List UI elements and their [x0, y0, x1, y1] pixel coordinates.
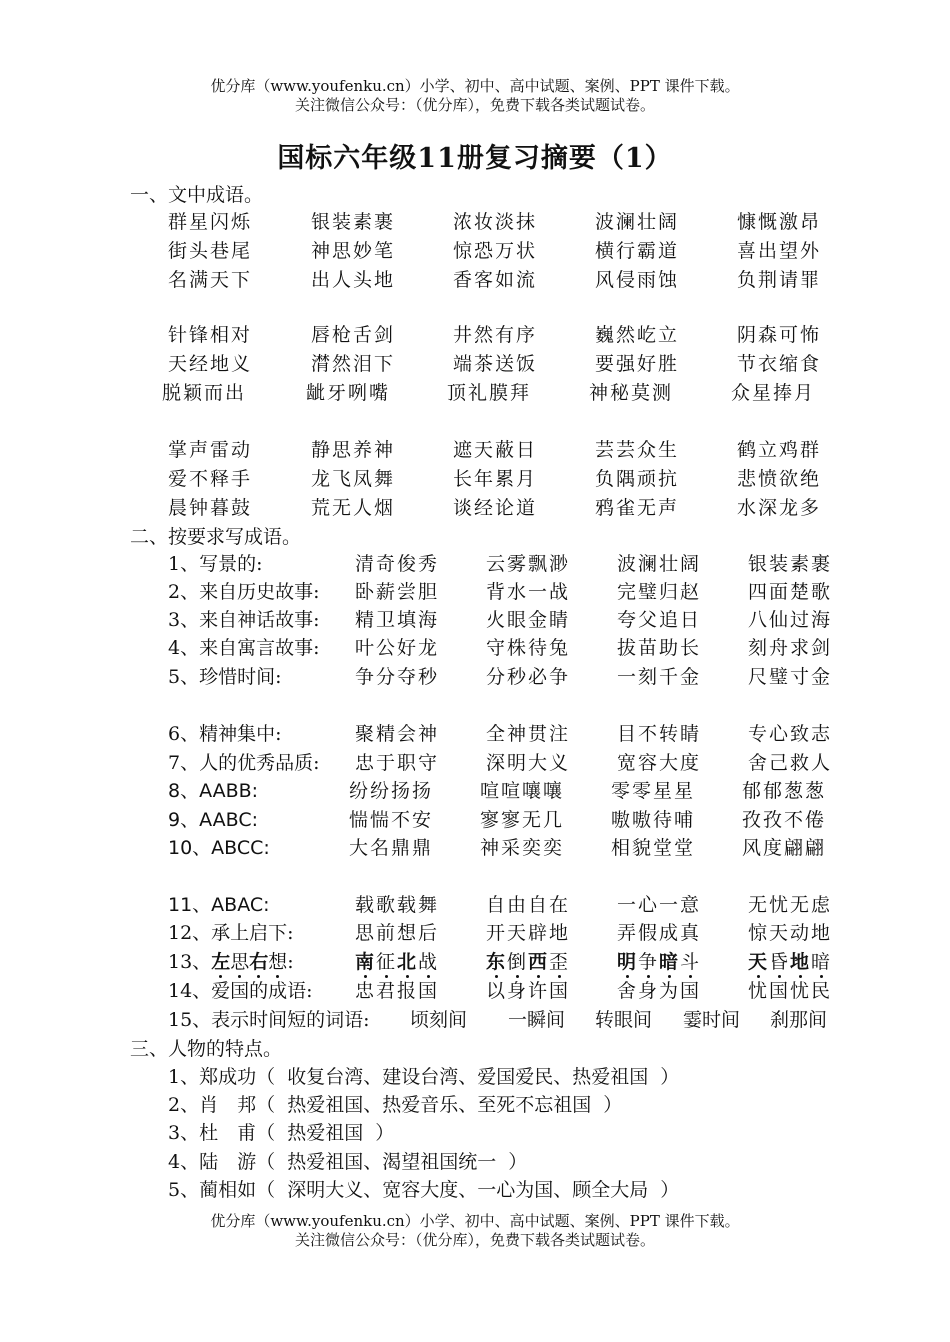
idiom-cell: 负隅顽抗 [595, 468, 680, 490]
category-row [0, 806, 950, 834]
idiom-cell: 深明大义 [486, 752, 571, 774]
idiom-cell: 顶礼膜拜 [447, 382, 532, 404]
idiom-cell: 龇牙咧嘴 [306, 382, 391, 404]
idiom-cell: 谈经论道 [453, 497, 538, 519]
idiom-cell: 尺璧寸金 [748, 666, 833, 688]
idiom-row [0, 208, 950, 236]
category-row [0, 948, 950, 976]
category-row [0, 634, 950, 662]
idiom-row [0, 350, 950, 378]
category-label: 9、AABC: [168, 809, 258, 831]
idiom-cell: 水深龙多 [737, 497, 822, 519]
idiom-row [0, 436, 950, 464]
person-close: ） [660, 1179, 680, 1201]
idiom-cell: 掌声雷动 [168, 439, 253, 461]
idiom-cell: 脱颖而出 [162, 382, 247, 404]
person-traits: 热爱祖国、渴望祖国统一 [287, 1151, 497, 1173]
person-close: ） [375, 1122, 395, 1144]
category-row [0, 663, 950, 691]
idiom-cell: 以身许国 [486, 980, 571, 1002]
category-row [0, 550, 950, 578]
idiom-cell: 香客如流 [453, 269, 538, 291]
person-row [0, 1063, 950, 1091]
category-row [0, 891, 950, 919]
idiom-cell: 云雾飘渺 [486, 553, 571, 575]
idiom-cell: 要强好胜 [595, 353, 680, 375]
category-row [0, 606, 950, 634]
idiom-cell: 忧国忧民 [748, 980, 833, 1002]
person-close: ） [508, 1151, 528, 1173]
idiom-cell: 载歌载舞 [355, 894, 440, 916]
idiom-cell: 拔苗助长 [617, 637, 702, 659]
idiom-cell: 银装素裹 [311, 211, 396, 233]
idiom-cell: 思前想后 [355, 922, 440, 944]
item-15-word: 霎时间 [683, 1009, 741, 1031]
idiom-cell: 晨钟暮鼓 [168, 497, 253, 519]
idiom-cell: 弄假成真 [617, 922, 702, 944]
section-2-item-15 [0, 1006, 950, 1034]
item-15-word: 转眼间 [595, 1009, 653, 1031]
item-15-word: 顷刻间 [410, 1009, 468, 1031]
category-label: 7、人的优秀品质: [168, 752, 320, 774]
person-row [0, 1148, 950, 1176]
section-3-heading: 三、人物的特点。 [130, 1038, 283, 1060]
person-label: 1、郑成功（ [168, 1066, 276, 1088]
idiom-cell: 纷纷扬扬 [349, 780, 434, 802]
idiom-cell: 忠于职守 [355, 752, 440, 774]
idiom-cell: 寥寥无几 [480, 809, 565, 831]
idiom-cell: 爱不释手 [168, 468, 253, 490]
idiom-cell: 明争暗斗 [617, 948, 701, 976]
idiom-cell: 名满天下 [168, 269, 253, 291]
idiom-cell: 长年累月 [453, 468, 538, 490]
idiom-cell: 天经地义 [168, 353, 253, 375]
idiom-cell: 火眼金睛 [486, 609, 571, 631]
idiom-row [0, 494, 950, 522]
idiom-cell: 悲愤欲绝 [737, 468, 822, 490]
item-15-label: 15、表示时间短的词语: [168, 1009, 370, 1031]
idiom-cell: 一心一意 [617, 894, 702, 916]
category-label: 10、ABCC: [168, 837, 270, 859]
idiom-cell: 鸦雀无声 [595, 497, 680, 519]
person-label: 2、肖 邦（ [168, 1094, 276, 1116]
idiom-cell: 叶公好龙 [355, 637, 440, 659]
idiom-cell: 舍己救人 [748, 752, 833, 774]
idiom-cell: 大名鼎鼎 [349, 837, 434, 859]
idiom-cell: 静思养神 [311, 439, 396, 461]
person-trait-line [168, 1119, 394, 1147]
idiom-cell: 背水一战 [486, 581, 571, 603]
idiom-cell: 荒无人烟 [311, 497, 396, 519]
idiom-cell: 神思妙笔 [311, 240, 396, 262]
idiom-cell: 零零星星 [611, 780, 696, 802]
item-15-word: 刹那间 [770, 1009, 828, 1031]
idiom-cell: 潸然泪下 [311, 353, 396, 375]
person-close: ） [603, 1094, 623, 1116]
idiom-cell: 龙飞凤舞 [311, 468, 396, 490]
idiom-cell: 浓妆淡抹 [453, 211, 538, 233]
idiom-cell: 南征北战 [355, 948, 439, 976]
idiom-cell: 芸芸众生 [595, 439, 680, 461]
person-label: 3、杜 甫（ [168, 1122, 276, 1144]
header-line-2: 关注微信公众号：（优分库），免费下载各类试题试卷。 [294, 96, 655, 114]
idiom-cell: 鹤立鸡群 [737, 439, 822, 461]
idiom-cell: 相貌堂堂 [611, 837, 696, 859]
idiom-row [0, 465, 950, 493]
idiom-cell: 舍身为国 [617, 980, 702, 1002]
idiom-cell: 一刻千金 [617, 666, 702, 688]
idiom-row [0, 266, 950, 294]
document-title: 国标六年级11册复习摘要（1） [277, 143, 673, 174]
idiom-cell: 惴惴不安 [349, 809, 434, 831]
idiom-cell: 阴森可怖 [737, 324, 822, 346]
idiom-cell: 完璧归赵 [617, 581, 702, 603]
idiom-cell: 开天辟地 [486, 922, 571, 944]
idiom-cell: 孜孜不倦 [742, 809, 827, 831]
idiom-cell: 惊天动地 [748, 922, 833, 944]
idiom-cell: 忠君报国 [355, 980, 440, 1002]
category-label: 1、写景的: [168, 553, 263, 575]
idiom-cell: 东倒西歪 [486, 948, 570, 976]
page-header [0, 77, 950, 115]
idiom-cell: 出人头地 [311, 269, 396, 291]
idiom-cell: 风度翩翩 [742, 837, 827, 859]
idiom-cell: 井然有序 [453, 324, 538, 346]
idiom-row [0, 321, 950, 349]
category-label: 5、珍惜时间: [168, 666, 282, 688]
person-trait-line [168, 1176, 679, 1204]
idiom-cell: 风侵雨蚀 [595, 269, 680, 291]
idiom-cell: 四面楚歌 [748, 581, 833, 603]
person-traits: 收复台湾、建设台湾、爱国爱民、热爱祖国 [287, 1066, 649, 1088]
idiom-cell: 专心致志 [748, 723, 833, 745]
category-label: 14、爱国的成语: [168, 980, 313, 1002]
person-traits: 深明大义、宽容大度、一心为国、顾全大局 [287, 1179, 649, 1201]
person-traits: 热爱祖国 [287, 1122, 364, 1144]
idiom-cell: 众星捧月 [731, 382, 816, 404]
idiom-cell: 端茶送饭 [453, 353, 538, 375]
idiom-cell: 守株待兔 [486, 637, 571, 659]
idiom-cell: 喜出望外 [737, 240, 822, 262]
idiom-cell: 横行霸道 [595, 240, 680, 262]
person-row [0, 1091, 950, 1119]
category-row [0, 720, 950, 748]
idiom-cell: 群星闪烁 [168, 211, 253, 233]
person-label: 4、陆 游（ [168, 1151, 276, 1173]
category-label: 6、精神集中: [168, 723, 282, 745]
category-label: 11、ABAC: [168, 894, 270, 916]
idiom-cell: 目不转睛 [617, 723, 702, 745]
header-line-1: 优分库（www.youfenku.cn）小学、初中、高中试题、案例、PPT 课件下载。 [210, 77, 740, 95]
idiom-cell: 夸父追日 [617, 609, 702, 631]
category-label: 13、左思右想: [168, 948, 294, 976]
idiom-cell: 慷慨激昂 [737, 211, 822, 233]
category-label: 8、AABB: [168, 780, 259, 802]
person-row [0, 1119, 950, 1147]
idiom-cell: 遮天蔽日 [453, 439, 538, 461]
person-trait-line [168, 1148, 527, 1176]
category-label: 12、承上启下: [168, 922, 294, 944]
idiom-cell: 全神贯注 [486, 723, 571, 745]
category-row [0, 919, 950, 947]
idiom-cell: 嗷嗷待哺 [611, 809, 696, 831]
idiom-cell: 无忧无虑 [748, 894, 833, 916]
idiom-cell: 神秘莫测 [589, 382, 674, 404]
category-row [0, 834, 950, 862]
section-2-heading: 二、按要求写成语。 [130, 526, 302, 548]
idiom-cell: 负荆请罪 [737, 269, 822, 291]
idiom-cell: 八仙过海 [748, 609, 833, 631]
category-row [0, 977, 950, 1005]
category-row [0, 578, 950, 606]
idiom-cell: 精卫填海 [355, 609, 440, 631]
person-trait-line [168, 1091, 622, 1119]
idiom-cell: 卧薪尝胆 [355, 581, 440, 603]
person-close: ） [660, 1066, 680, 1088]
footer-line-1: 优分库（www.youfenku.cn）小学、初中、高中试题、案例、PPT 课件下载。 [210, 1212, 740, 1230]
idiom-cell: 清奇俊秀 [355, 553, 440, 575]
person-trait-line [168, 1063, 679, 1091]
section-1-heading: 一、文中成语。 [130, 184, 264, 206]
category-label: 3、来自神话故事: [168, 609, 320, 631]
category-label: 4、来自寓言故事: [168, 637, 320, 659]
person-label: 5、蔺相如（ [168, 1179, 276, 1201]
idiom-cell: 银装素裹 [748, 553, 833, 575]
idiom-cell: 波澜壮阔 [617, 553, 702, 575]
idiom-row [0, 379, 950, 407]
idiom-cell: 街头巷尾 [168, 240, 253, 262]
idiom-cell: 天昏地暗 [748, 948, 832, 976]
person-traits: 热爱祖国、热爱音乐、至死不忘祖国 [287, 1094, 592, 1116]
person-row [0, 1176, 950, 1204]
idiom-cell: 惊恐万状 [453, 240, 538, 262]
idiom-cell: 节衣缩食 [737, 353, 822, 375]
idiom-cell: 争分夺秒 [355, 666, 440, 688]
idiom-cell: 郁郁葱葱 [742, 780, 827, 802]
category-label: 2、来自历史故事: [168, 581, 320, 603]
idiom-cell: 聚精会神 [355, 723, 440, 745]
page-footer [0, 1212, 950, 1250]
idiom-cell: 分秒必争 [486, 666, 571, 688]
item-15-word: 一瞬间 [508, 1009, 566, 1031]
category-row [0, 749, 950, 777]
idiom-cell: 唇枪舌剑 [311, 324, 396, 346]
idiom-cell: 波澜壮阔 [595, 211, 680, 233]
idiom-cell: 针锋相对 [168, 324, 253, 346]
idiom-row [0, 237, 950, 265]
idiom-cell: 神采奕奕 [480, 837, 565, 859]
category-row [0, 777, 950, 805]
idiom-cell: 宽容大度 [617, 752, 702, 774]
idiom-cell: 自由自在 [486, 894, 571, 916]
idiom-cell: 巍然屹立 [595, 324, 680, 346]
idiom-cell: 刻舟求剑 [748, 637, 833, 659]
footer-line-2: 关注微信公众号：（优分库），免费下载各类试题试卷。 [294, 1231, 655, 1249]
idiom-cell: 喧喧嚷嚷 [480, 780, 565, 802]
